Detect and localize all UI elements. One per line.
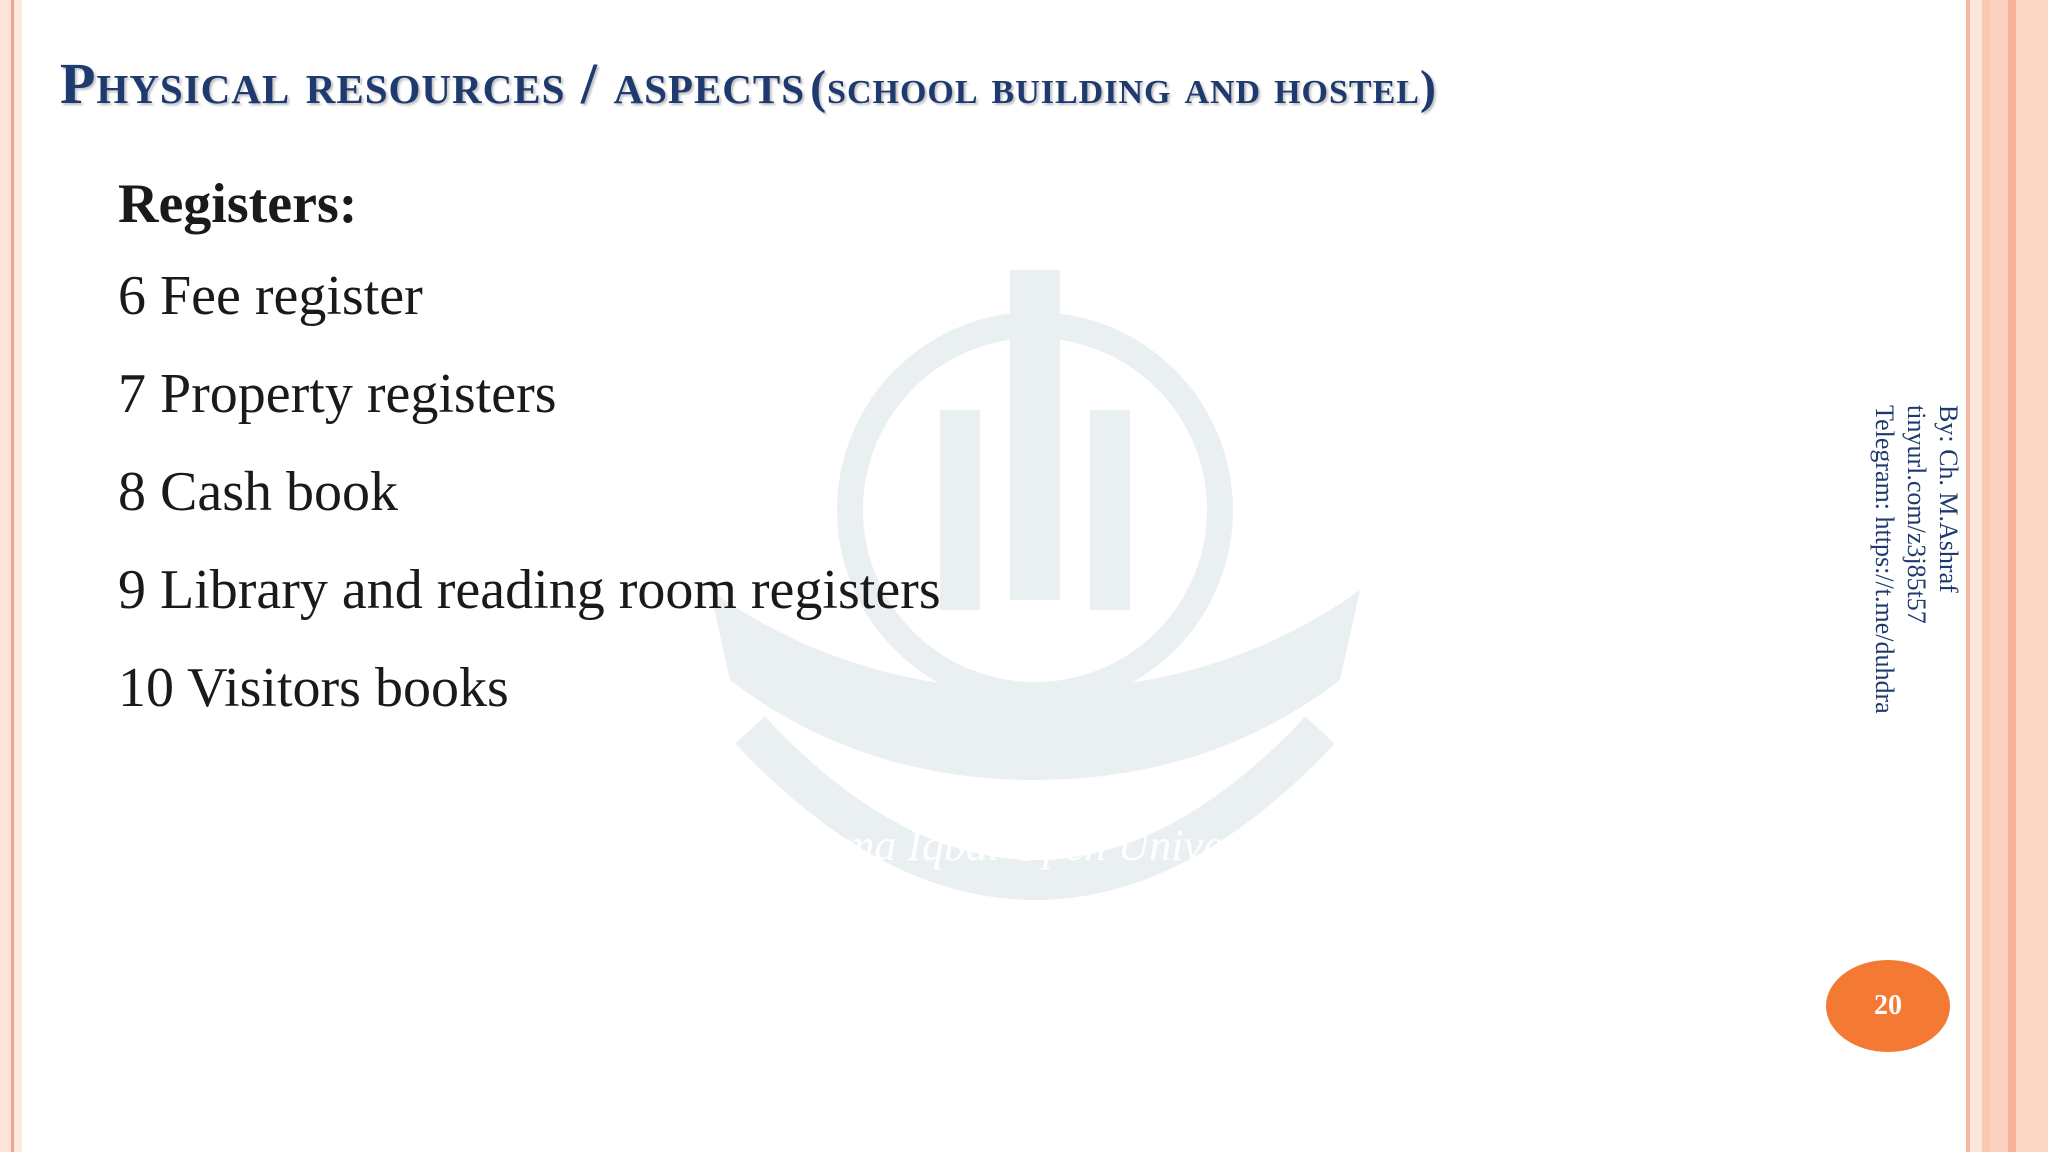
attribution-author: By: Ch. M.Ashraf <box>1934 405 1963 593</box>
list-item: 7 Property registers <box>118 363 557 425</box>
list-item: 6 Fee register <box>118 265 423 327</box>
svg-text:Allama Iqbal Open University: Allama Iqbal Open University <box>769 821 1301 870</box>
registers-heading: Registers: <box>118 173 358 235</box>
slide-title <box>60 50 1960 117</box>
list-item: 10 Visitors books <box>118 657 509 719</box>
slide-content <box>118 173 941 758</box>
author-attribution <box>1868 405 1964 714</box>
list-item: 8 Cash book <box>118 461 398 523</box>
title-main: Physical resources / aspects <box>60 51 806 116</box>
right-border-decoration <box>1960 0 2048 1152</box>
left-border-decoration <box>0 0 22 1152</box>
attribution-url: tinyurl.com/z3j85t57 <box>1902 405 1931 624</box>
page-number-badge: 20 <box>1826 960 1950 1052</box>
title-subtitle: (school building and hostel) <box>810 61 1437 114</box>
attribution-telegram: Telegram: https://t.me/duhdra <box>1870 405 1899 714</box>
list-item: 9 Library and reading room registers <box>118 559 941 621</box>
